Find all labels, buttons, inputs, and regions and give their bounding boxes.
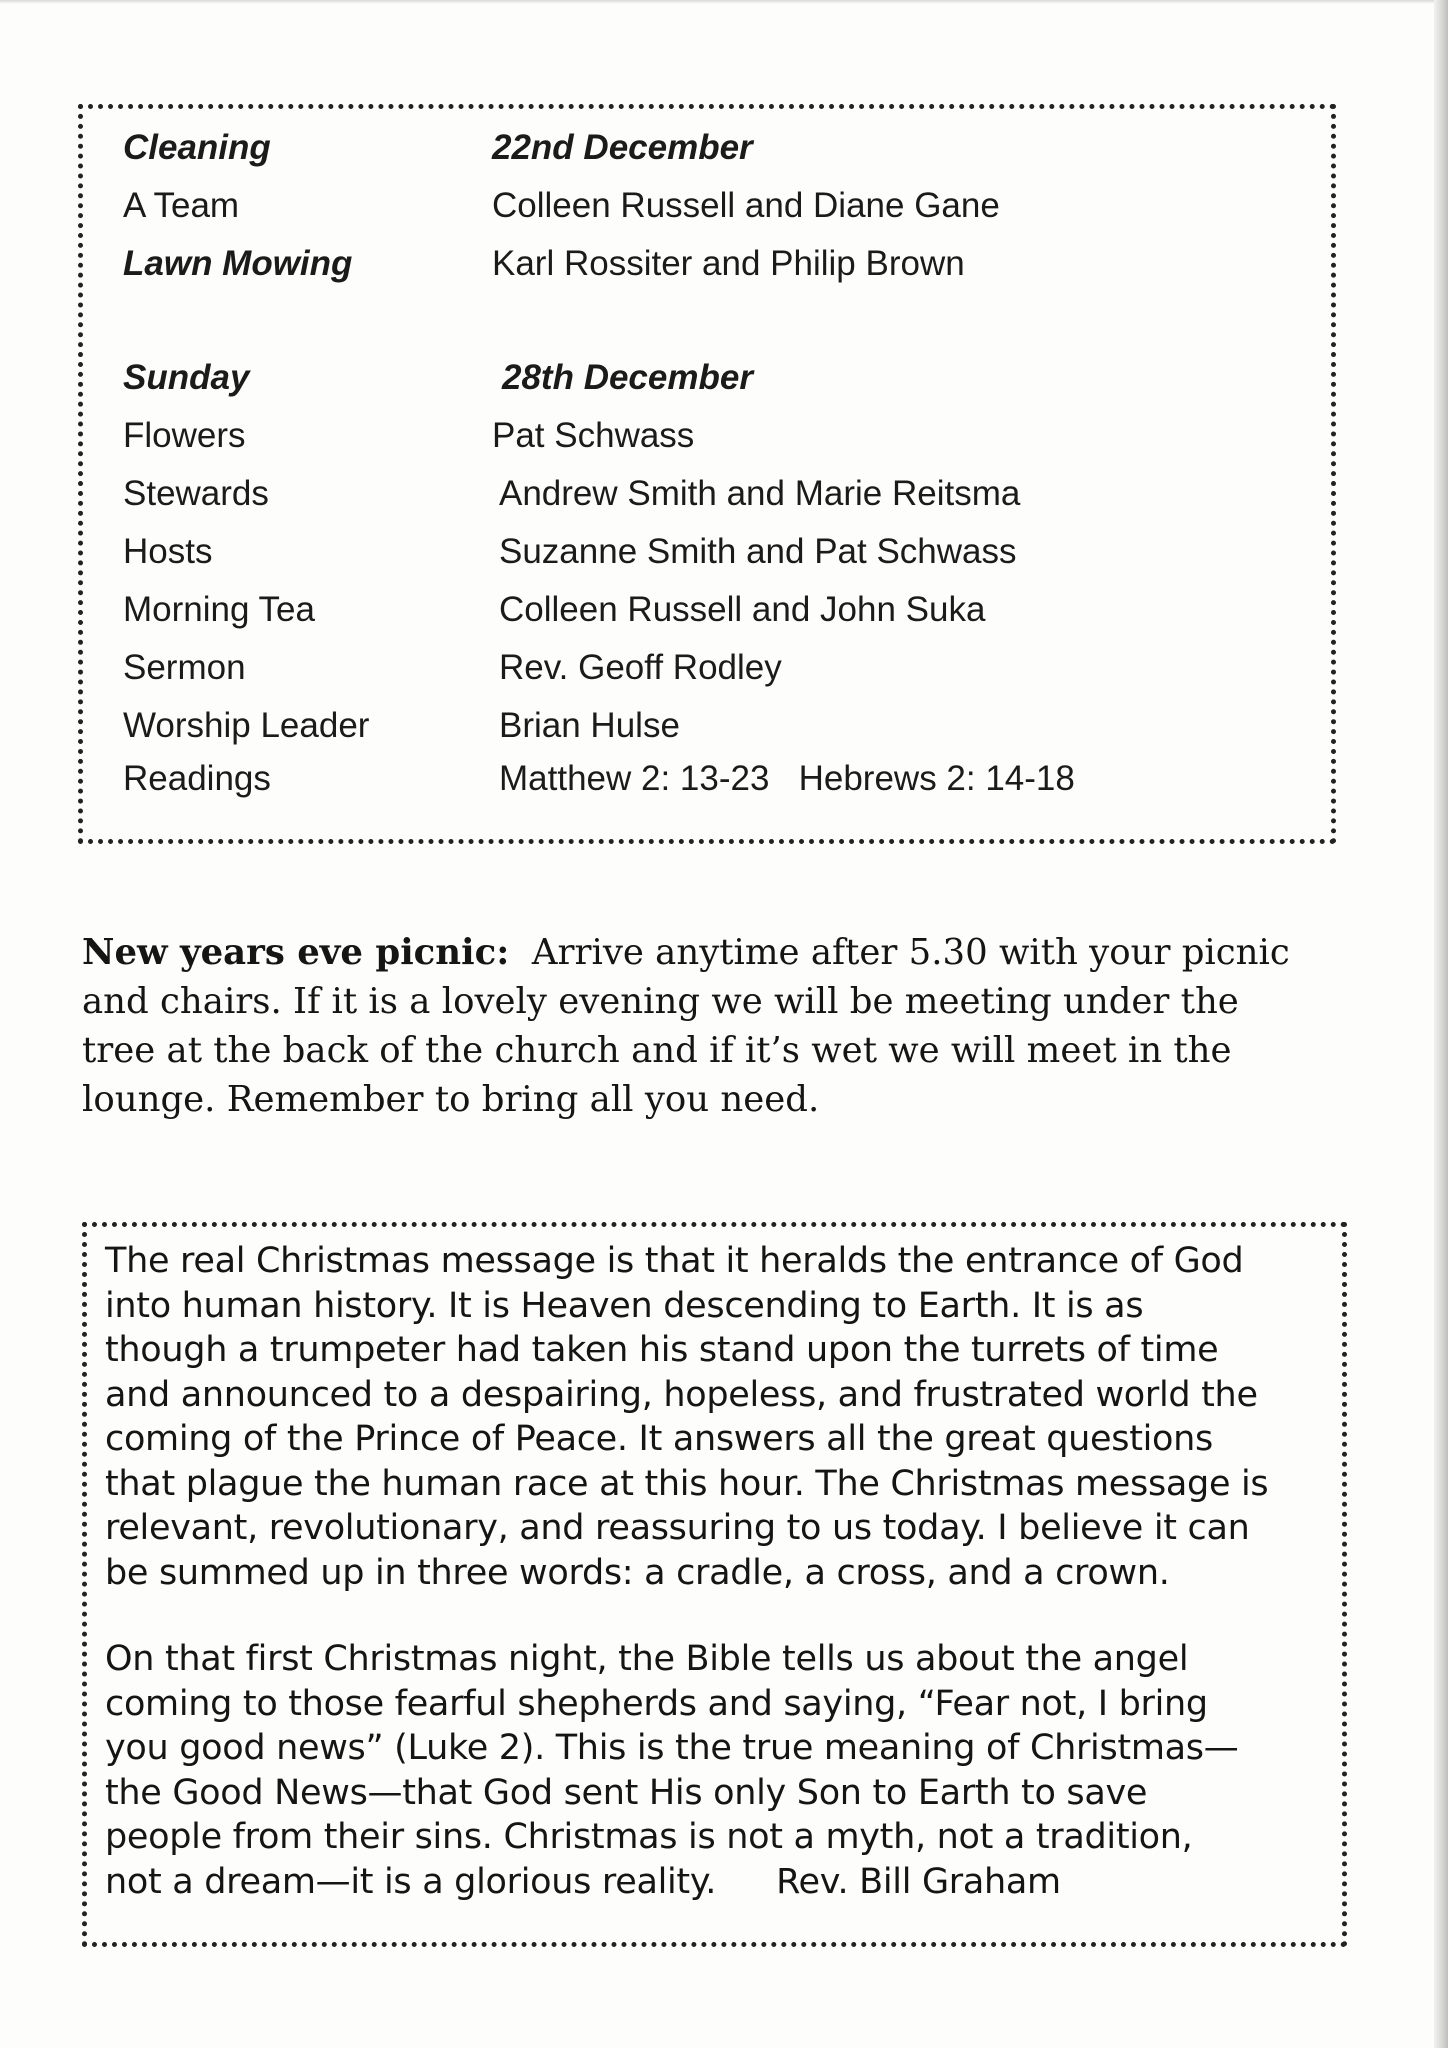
picnic-line: tree at the back of the church and if it’s wet we will meet in the <box>82 1030 1232 1071</box>
assignee: Rev. Geoff Rodley <box>499 648 782 687</box>
roster-row <box>123 469 1303 519</box>
quote-line: people from their sins. Christmas is not a myth, not a tradition, <box>105 1817 1193 1857</box>
quote-line: the Good News—that God sent His only Son to Earth to save <box>105 1772 1148 1813</box>
picnic-line-text: Arrive anytime after 5.30 with your picnic <box>509 932 1290 973</box>
roster-row <box>123 701 1303 751</box>
quote-line: relevant, revolutionary, and reassuring to us today. I believe it can <box>105 1508 1250 1548</box>
assignee: Colleen Russell and Diane Gane <box>492 186 1000 225</box>
assignee: Karl Rossiter and Philip Brown <box>492 244 965 283</box>
quote-paragraph-1 <box>105 1239 1340 1595</box>
picnic-label: New years eve picnic: <box>82 932 510 973</box>
role-label: Flowers <box>123 416 246 455</box>
quote-line <box>105 1860 1340 1905</box>
roster-row <box>123 643 1303 693</box>
roster-row <box>123 411 1303 461</box>
role-label: Worship Leader <box>123 706 370 745</box>
role-label: Lawn Mowing <box>123 244 353 283</box>
roster-row <box>123 585 1303 635</box>
assignee: Andrew Smith and Marie Reitsma <box>499 474 1021 513</box>
roster-row <box>123 527 1303 577</box>
quote-line: coming to those fearful shepherds and saying, “Fear not, I bring <box>105 1683 1208 1724</box>
sunday-heading <box>123 353 1303 403</box>
quote-line: that plague the human race at this hour. The Christmas message is <box>105 1463 1269 1504</box>
assignee: Colleen Russell and John Suka <box>499 590 986 629</box>
roster-box <box>78 104 1336 844</box>
quote-author: Rev. Bill Graham <box>776 1861 1061 1902</box>
quote-line-text: not a dream—it is a glorious reality. <box>105 1861 717 1902</box>
assignee: Brian Hulse <box>499 706 680 745</box>
assignee: Matthew 2: 13-23 Hebrews 2: 14-18 <box>499 759 1075 798</box>
picnic-notice <box>82 928 1342 1124</box>
roster-row <box>123 239 1303 289</box>
picnic-line: lounge. Remember to bring all you need. <box>82 1079 820 1120</box>
quote-line: On that first Christmas night, the Bible tells us about the angel <box>105 1639 1189 1679</box>
quote-line: you good news” (Luke 2). This is the true meaning of Christmas— <box>105 1728 1239 1768</box>
roster-row <box>123 181 1303 231</box>
quote-line: coming of the Prince of Peace. It answers all the great questions <box>105 1419 1213 1459</box>
role-label: Hosts <box>123 532 213 571</box>
cleaning-heading <box>123 123 1303 173</box>
role-label: Morning Tea <box>123 590 315 629</box>
role-label: Sermon <box>123 648 246 687</box>
quote-line: and announced to a despairing, hopeless, and frustrated world the <box>105 1374 1258 1415</box>
picnic-line <box>82 928 1342 977</box>
quote-line: The real Christmas message is that it heralds the entrance of God <box>105 1241 1244 1281</box>
christmas-quote-box <box>82 1222 1347 1947</box>
quote-line: into human history. It is Heaven descending to Earth. It is as <box>105 1285 1144 1326</box>
assignee: Pat Schwass <box>492 416 695 455</box>
cleaning-date: 22nd December <box>492 128 753 167</box>
quote-paragraph-2 <box>105 1637 1340 1904</box>
sunday-date: 28th December <box>502 358 753 397</box>
assignee: Suzanne Smith and Pat Schwass <box>499 532 1017 571</box>
role-label: Stewards <box>123 474 269 513</box>
role-label: A Team <box>123 186 240 225</box>
quote-line: be summed up in three words: a cradle, a cross, and a crown. <box>105 1552 1170 1593</box>
page-top-edge <box>0 0 1448 4</box>
quote-line: though a trumpeter had taken his stand upon the turrets of time <box>105 1330 1219 1370</box>
picnic-line: and chairs. If it is a lovely evening we will be meeting under the <box>82 981 1239 1022</box>
sunday-heading-label: Sunday <box>123 358 250 397</box>
cleaning-heading-label: Cleaning <box>123 128 271 167</box>
role-label: Readings <box>123 759 271 798</box>
roster-row <box>123 754 1303 804</box>
page-right-edge <box>1434 0 1448 2048</box>
